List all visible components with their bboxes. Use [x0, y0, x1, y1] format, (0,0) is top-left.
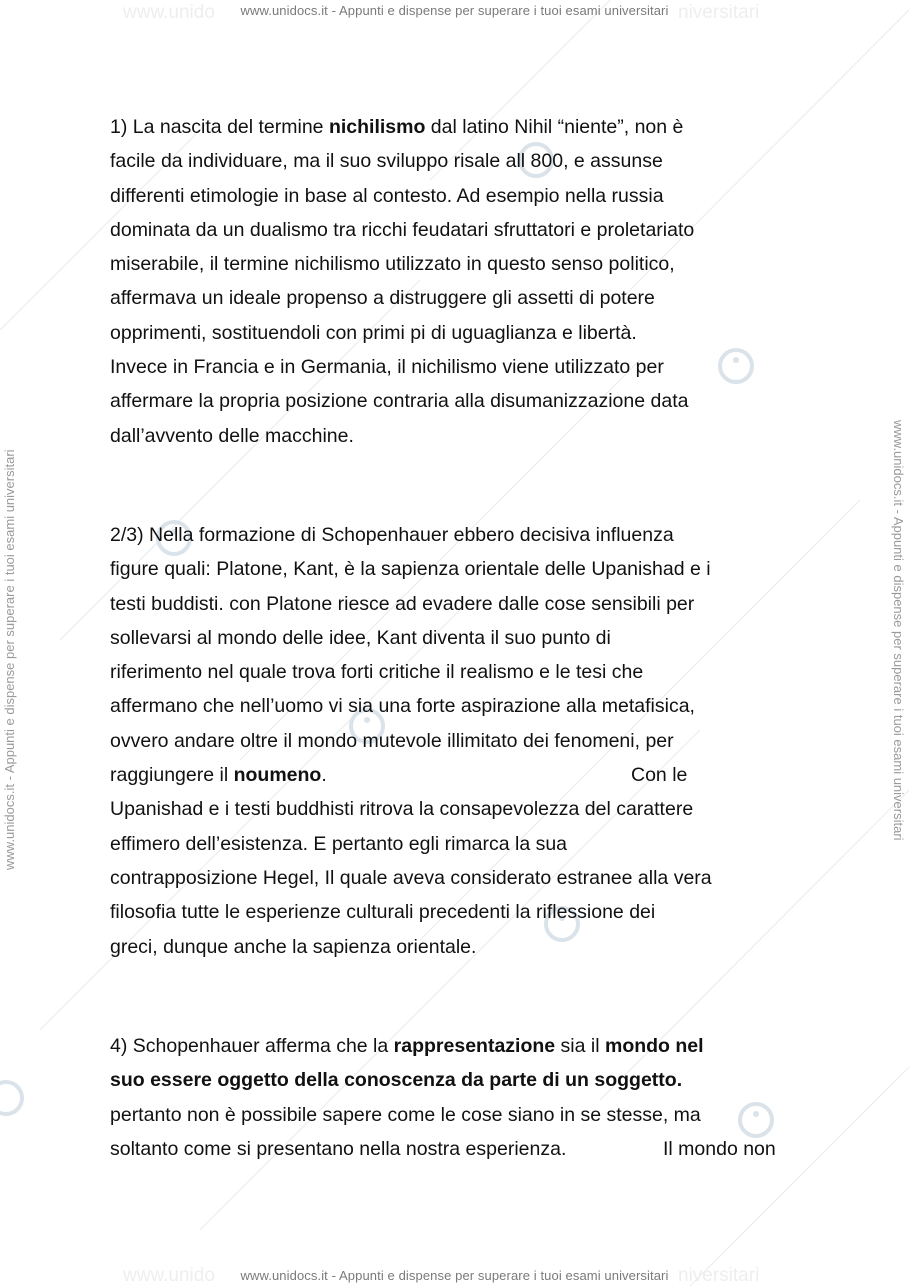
text-line: differenti etimologie in base al contesto. Ad esempio nella russia	[110, 184, 664, 207]
text-line: testi buddisti. con Platone riesce ad evadere dalle cose sensibili per	[110, 592, 695, 615]
text-line	[110, 1029, 704, 1063]
text-line: Invece in Francia e in Germania, il nichilismo viene utilizzato per	[110, 356, 664, 379]
text-line: sollevarsi al mondo delle idee, Kant diventa il suo punto di	[110, 626, 611, 649]
bold-term: rappresentazione	[393, 1035, 556, 1057]
text-line	[110, 1132, 776, 1166]
text-run: soltanto come si presentano nella nostra esperienza.	[110, 1137, 567, 1160]
text-line: ovvero andare oltre il mondo mutevole illimitato dei fenomeni, per	[110, 729, 674, 752]
text-line: facile da individuare, ma il suo sviluppo risale all 800, e assunse	[110, 150, 663, 173]
bold-term: suo essere oggetto della conoscenza da parte di un soggetto.	[110, 1069, 683, 1092]
text-line: Upanishad e i testi buddhisti ritrova la consapevolezza del carattere	[110, 798, 694, 821]
text-line	[110, 1063, 704, 1097]
watermark-side-left: www.unidocs.it - Appunti e dispense per superare i tuoi esami universitari	[2, 449, 17, 870]
text-line: miserabile, il termine nichilismo utilizzato in questo senso politico,	[110, 253, 675, 276]
watermark-ghost-top-left: www.unido	[123, 2, 215, 23]
watermark-ghost-bottom-left: www.unido	[123, 1265, 215, 1286]
text-line	[110, 110, 694, 144]
text-run: 4) Schopenhauer afferma che la	[110, 1035, 394, 1057]
text-run: Con le	[631, 764, 688, 787]
watermark-side-right: www.unidocs.it - Appunti e dispense per superare i tuoi esami universitari	[891, 420, 906, 841]
text-run: 1) La nascita del termine	[110, 116, 329, 138]
text-line	[110, 758, 712, 792]
watermark-ghost-top-right: niversitari	[678, 2, 760, 23]
text-line: affermare la propria posizione contraria alla disumanizzazione data	[110, 390, 689, 413]
text-run: .	[321, 764, 327, 787]
text-line: contrapposizione Hegel, Il quale aveva considerato estranee alla vera	[110, 866, 712, 889]
text-line: affermava un ideale propenso a distruggere gli assetti di potere	[110, 287, 655, 310]
text-line: effimero dell’esistenza. E pertanto egli rimarca la sua	[110, 832, 568, 855]
text-run: raggiungere il	[110, 764, 234, 787]
text-run: dal latino Nihil “niente”, non è	[425, 116, 684, 138]
text-line: greci, dunque anche la sapienza orientale.	[110, 935, 477, 958]
text-line: dominata da un dualismo tra ricchi feudatari sfruttatori e proletariato	[110, 218, 695, 241]
text-line: figure quali: Platone, Kant, è la sapienza orientale delle Upanishad e i	[110, 558, 711, 581]
text-line: 2/3) Nella formazione di Schopenhauer ebbero decisiva influenza	[110, 524, 674, 546]
text-line: opprimenti, sostituendoli con primi pi di uguaglianza e libertà.	[110, 321, 637, 344]
bold-term: mondo nel	[604, 1035, 704, 1057]
text-line: dall’avvento delle macchine.	[110, 424, 354, 447]
text-line: riferimento nel quale trova forti critiche il realismo e le tesi che	[110, 661, 644, 684]
bold-term: nichilismo	[328, 116, 426, 138]
watermark-header: www.unidocs.it - Appunti e dispense per superare i tuoi esami universitari	[240, 3, 669, 18]
bold-term: noumeno	[233, 764, 322, 787]
text-run: Il mondo non	[663, 1137, 776, 1160]
text-line: filosofia tutte le esperienze culturali precedenti la riflessione dei	[110, 901, 656, 924]
paragraph-rappresentazione	[110, 1029, 776, 1166]
paragraph-schopenhauer-influenze	[110, 518, 712, 964]
text-run: sia il	[555, 1035, 605, 1057]
paragraph-nichilismo	[110, 110, 694, 453]
text-line: pertanto non è possibile sapere come le cose siano in se stesse, ma	[110, 1103, 701, 1126]
text-line: affermano che nell’uomo vi sia una forte aspirazione alla metafisica,	[110, 695, 695, 718]
watermark-ghost-bottom-right: niversitari	[678, 1265, 760, 1286]
watermark-footer: www.unidocs.it - Appunti e dispense per superare i tuoi esami universitari	[240, 1268, 669, 1283]
